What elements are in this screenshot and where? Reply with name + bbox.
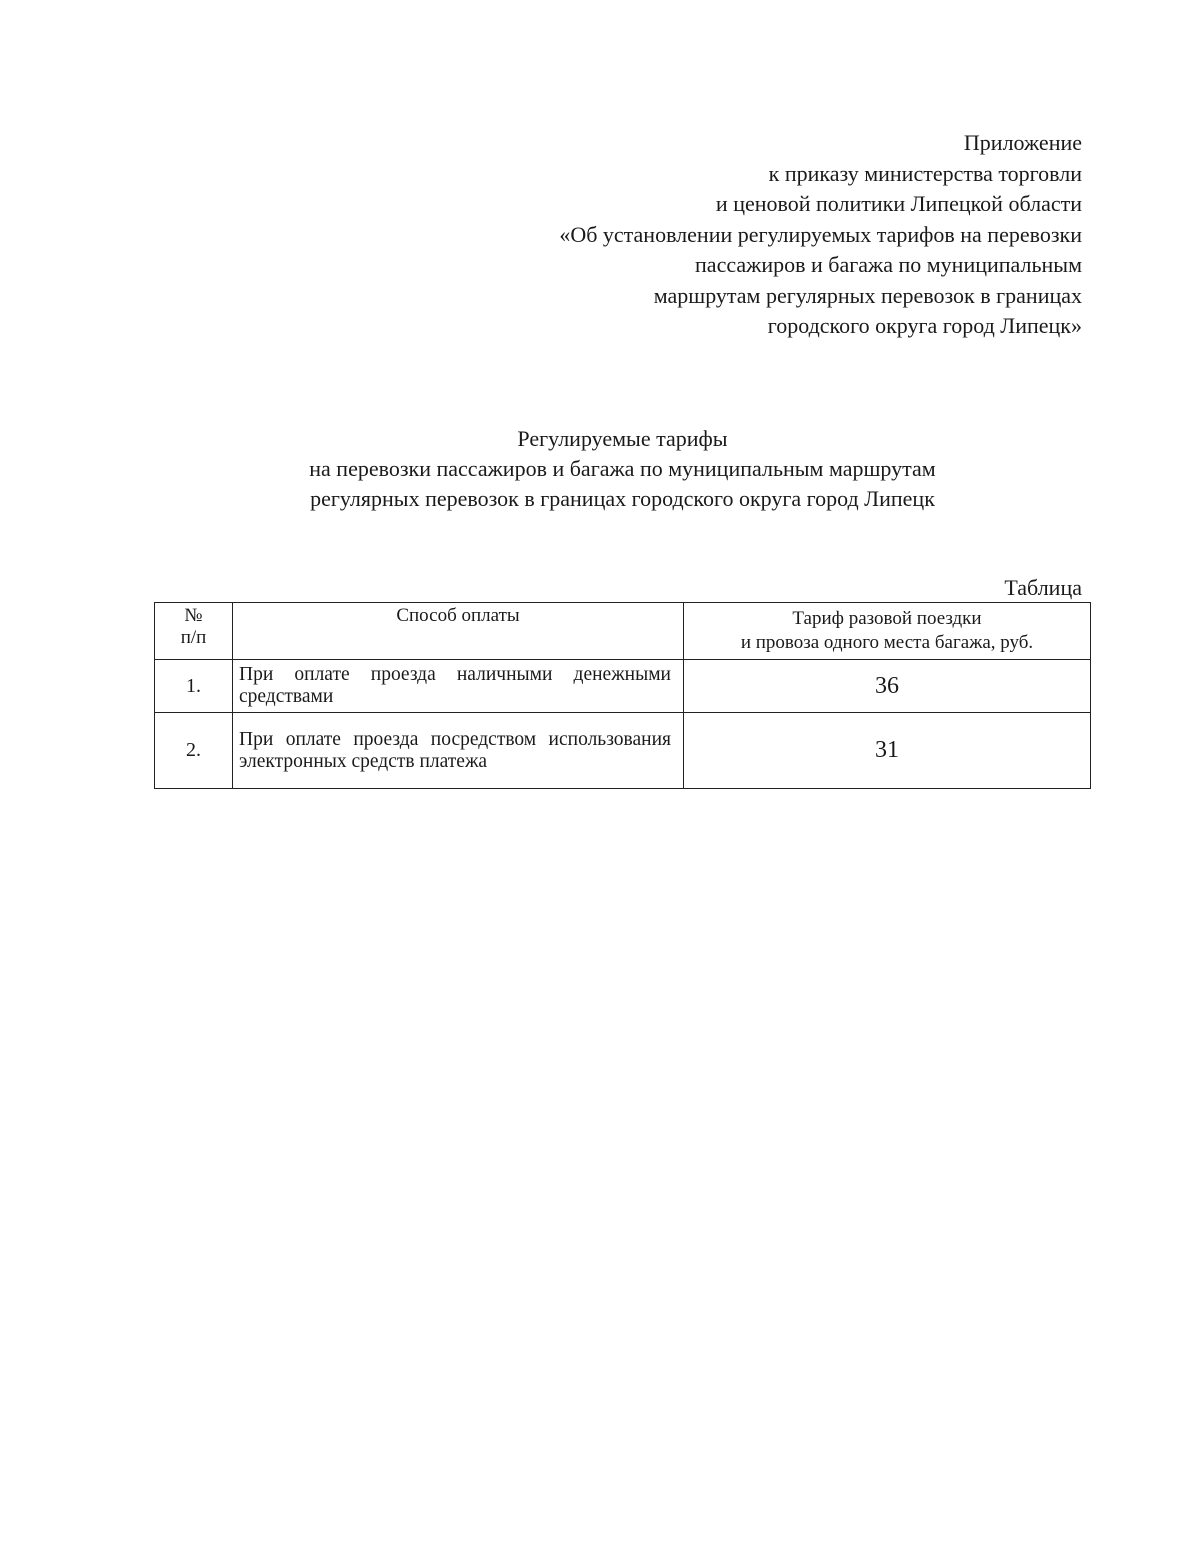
row-tariff-value: 31 — [684, 713, 1091, 789]
appendix-block — [262, 128, 1082, 342]
title-line: Регулируемые тарифы — [517, 426, 728, 451]
table-header-row — [155, 603, 1091, 660]
appendix-line: к приказу министерства торговли — [768, 160, 1082, 186]
table-caption: Таблица — [1004, 575, 1082, 600]
title-line: регулярных перевозок в границах городского округа город Липецк — [310, 486, 935, 511]
header-tariff-line1: Тариф разовой поездки — [792, 608, 982, 629]
header-tariff-line2: и провоза одного места багажа, руб. — [740, 632, 1034, 653]
row-payment-method: При оплате проезда посредством использования электронных средств платежа — [233, 713, 684, 789]
document-title — [150, 424, 1095, 514]
table-row — [155, 713, 1091, 789]
header-number-abbr: п/п — [180, 627, 207, 648]
appendix-line: «Об установлении регулируемых тарифов на перевозки — [559, 221, 1082, 247]
appendix-line: и ценовой политики Липецкой области — [715, 191, 1082, 216]
title-line: на перевозки пассажиров и багажа по муниципальным маршрутам — [309, 456, 936, 481]
header-number — [155, 603, 233, 660]
appendix-line: городского округа город Липецк» — [767, 313, 1082, 338]
appendix-line: Приложение — [963, 130, 1082, 155]
header-payment-method: Способ оплаты — [233, 603, 684, 660]
appendix-line: маршрутам регулярных перевозок в границах — [653, 282, 1082, 308]
header-tariff — [684, 603, 1091, 660]
tariff-table — [154, 602, 1091, 789]
row-number: 2. — [155, 713, 233, 789]
row-tariff-value: 36 — [684, 660, 1091, 713]
header-number-symbol: № — [184, 605, 203, 626]
row-number: 1. — [155, 660, 233, 713]
row-payment-method: При оплате проезда наличными денежными средствами — [233, 660, 684, 713]
appendix-line: пассажиров и багажа по муниципальным — [695, 252, 1082, 277]
table-row — [155, 660, 1091, 713]
